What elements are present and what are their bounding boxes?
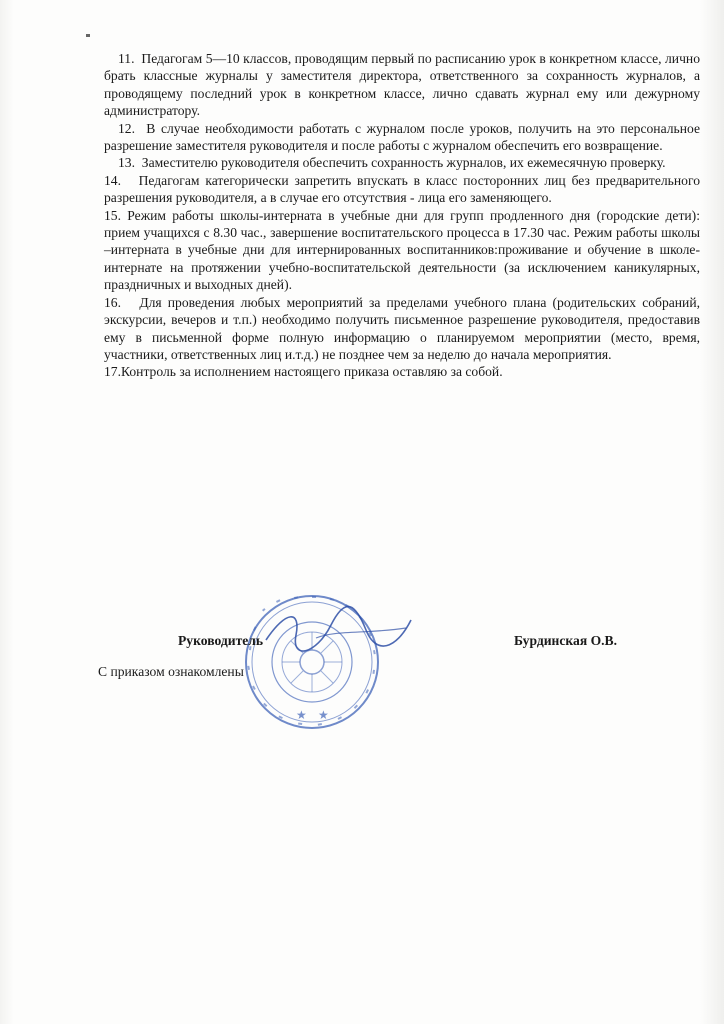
acknowledgement-label: С приказом ознакомлены [98, 664, 244, 679]
signatory-role: Руководитель [178, 633, 264, 648]
scan-mark [86, 34, 90, 37]
svg-text:★: ★ [296, 708, 307, 722]
order-body [104, 50, 700, 381]
clause-16: 16. Для проведения любых мероприятий за пределами учебного плана (родительских собраний, экскурсии, вечеров и т.п.) необходимо получить письменное разрешение руководителя, предоставив ему в письменной форме полную информацию о планируемом мероприятии (место, время, участники, ответственных лиц и.т.д.) не позднее чем за неделю до начала мероприятия. [104, 294, 700, 362]
svg-text:★: ★ [318, 708, 329, 722]
clause-14: 14. Педагогам категорически запретить впускать в класс посторонних лиц без предварительного разрешения руководителя, а в случае его отсутствия - лица его заменяющего. [104, 172, 700, 206]
clause-13: 13. Заместителю руководителя обеспечить сохранность журналов, их ежемесячную проверку. [118, 155, 666, 171]
clause-15: 15. Режим работы школы-интерната в учебные дни для групп продленного дня (городские дети): прием учащихся с 8.30 час., завершение воспитательского процесса в 17.30 час. Режим работы школы –интерната в учебные дни для интернированных воспитанников:проживание и обучение в школе-интернате на протяжении учебно-воспитательской деятельности (за исключением каникулярных, праздничных и выходных дней). [104, 207, 700, 293]
clause-11: 11. Педагогам 5—10 классов, проводящим первый по расписанию урок в конкретном классе, лично брать классные журналы у заместителя директора, ответственного за сохранность журналов, а проводящему последний урок в конкретном классе, лично сдавать журнал ему или дежурному администратору. [104, 51, 700, 119]
signature-row [0, 630, 724, 654]
signatory-name: Бурдинская О.В. [514, 633, 618, 648]
clause-17: 17.Контроль за исполнением настоящего приказа оставляю за собой. [104, 364, 503, 380]
clause-12: 12. В случае необходимости работать с журналом после уроков, получить на это персональное разрешение заместителя руководителя и после работы с журналом обеспечить его возвращение. [104, 120, 700, 154]
